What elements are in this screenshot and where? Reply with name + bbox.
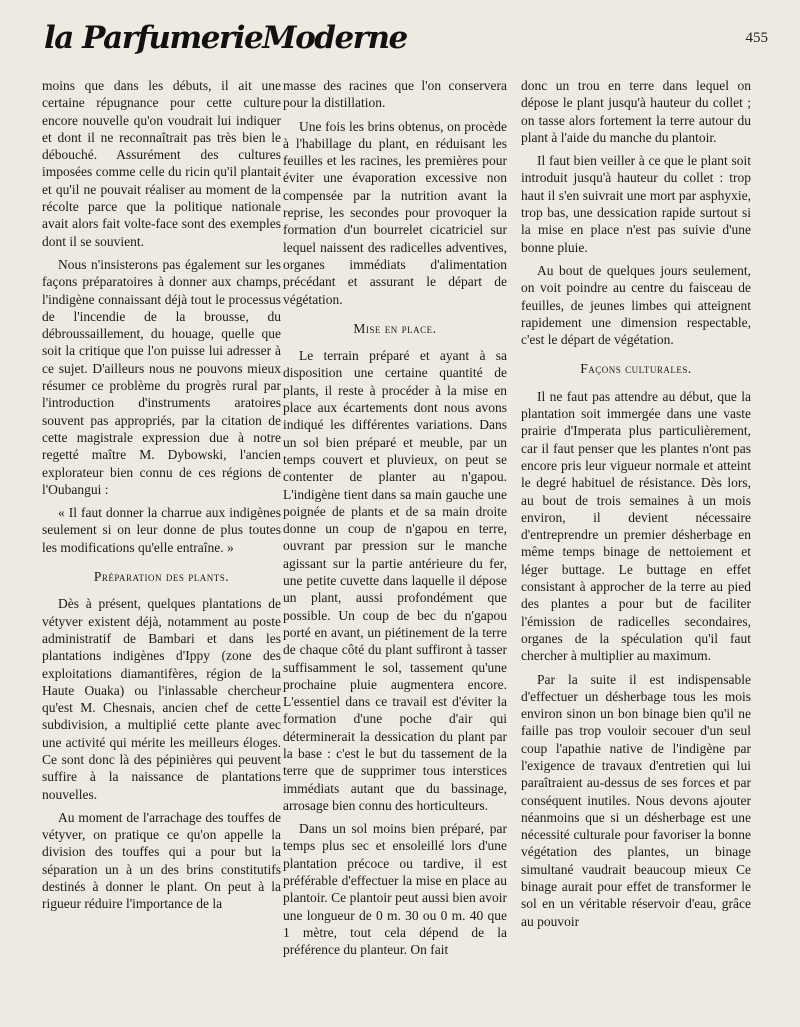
paragraph: Il ne faut pas attendre au début, que la plantation soit immergée dans une vaste prairie d'Imperata plus particulièrement, car il faut penser que les plantes n'ont pas encore pris leur vigueur normale et atteint le degré habituel de résistance. Dès lors, au bout de trois semaines à un mois environ, il devient nécessaire d'entreprendre un premier désherbage en même temps binage de nettoiement et léger buttage. Le buttage en effet consistant à approcher de la terre au pied des plantes a pour but de faciliter l'émission de radicelles secondaires, organes de la spéculation qu'il faut chercher à multiplier au maximum. (521, 388, 751, 664)
paragraph: Dès à présent, quelques plantations de vétyver existent déjà, notamment au poste administratif de Bambari et dans les plantations indigènes d'Ippy (zone des exploitations diamantifères, région de la Haute Ouaka) ou l'inlassable chercheur qu'est M. Chesnais, ancien chef de cette subdivision, a multiplié cette plante avec une activité qui mérite les meilleurs éloges. Ce sont donc là des pépinières qui peuvent suffire à la naissance de plantations nouvelles. (42, 596, 281, 802)
paragraph: masse des racines que l'on conservera pour la distillation. (283, 78, 507, 111)
section-heading (521, 360, 751, 377)
quotation: « Il faut donner la charrue aux indigènes seulement si on leur donne de plus toutes les modifications qu'elle entraîne. » (42, 505, 281, 555)
section-heading-text: Préparation des plants. (93, 569, 230, 585)
column-1 (42, 77, 281, 919)
section-heading-text: Façons culturales. (580, 361, 692, 377)
section-heading (42, 568, 281, 585)
paragraph: Nous n'insisterons pas également sur les façons préparatoires à donner aux champs, l'indigène connaissant déjà tout le processus de l'incendie de la brousse, du débroussaillement, du houage, quelle que soit la critique que l'on puisse lui adresser à ce sujet. D'ailleurs nous ne pouvons mieux résumer ce problème du progrès rural par l'introduction d'instruments aratoires souvent pas appropriés, par la citation de cette magistrale expression due à notre regetté maître M. Dybowski, l'ancien explorateur bien connu de ces régions de l'Oubangui : (42, 256, 281, 497)
paragraph: Il faut bien veiller à ce que le plant soit introduit jusqu'à hauteur du collet : trop haut il s'en suivrait une mort par asphyxie, trop bas, une dessication rapide surtout si la mise en place n'est pas suivie d'une bonne pluie. (521, 153, 751, 255)
paragraph: moins que dans les débuts, il ait une certaine répugnance pour cette culture encore nouvelle qu'on voudrait lui indiquer et dont il ne reconnaîtrait pas très bien le débouché. Assurément des cultures imposées comme celle du ricin qu'il plantait et qu'il ne pouvait réaliser au moment de la récolte parce que la politique nationale avait alors fait volte-face sont des exemples dont il se souvient. (42, 78, 281, 249)
paragraph: Au bout de quelques jours seulement, on voit poindre au centre du faisceau de feuilles, de jeunes limbes qui atteignent rapidement une dimension respectable, c'est le départ de végétation. (521, 262, 751, 348)
page-number: 455 (745, 30, 768, 46)
paragraph: Le terrain préparé et ayant à sa disposition une certaine quantité de plants, il reste à procéder à la mise en place aux écartements dont nous avons indiqué les différentes variations. Dans un sol bien préparé et meuble, par un temps couvert et pluvieux, on peut se contenter de planter au n'gapou. L'indigène tient dans sa main gauche une poignée de plants et de sa main droite donne un coup de n'gapou en terre, ouvrant par pression sur le manche agissant sur la partie antérieure du fer, une petite cuvette dans laquelle il dépose un plant, aussi profondément que possible. Un coup de bec du n'gapou porté en avant, un piétinement de la terre de chaque côté du plant suffiront à tasser suffisamment le sol, tassement qu'une prochaine pluie augmentera encore. L'essentiel dans ce travail est d'éviter la formation d'une poche d'air qui déterminerait la dessication du plant par la base : c'est le but du tassement de la terre que de supprimer tous interstices immédiats autant que du bassinage, arrosage bien connu des horticulteurs. (283, 348, 507, 813)
section-heading (283, 320, 507, 337)
section-heading-text: Mise en place. (353, 320, 437, 336)
masthead-logo: la ParfumerieModerne (44, 20, 407, 56)
paragraph: Par la suite il est indispensable d'effectuer un désherbage tous les mois environ sinon un bon binage bien qu'il ne faille pas trop vouloir secouer d'un seul coup l'apathie native de l'indigène par l'exigence de travaux d'entretien qui lui paraîtraient au-dessus de ses forces et par conséquent inutiles. Nous devons ajouter néanmoins que si un désherbage est une nécessité culturale pour favoriser la bonne végétation des plantes, un binage simultané vaudrait beaucoup mieux Ce binage aurait pour effet de transformer le sol en un véritable réservoir d'eau, grâce au pouvoir (521, 671, 751, 929)
column-3 (521, 77, 751, 936)
paragraph: donc un trou en terre dans lequel on dépose le plant jusqu'à hauteur du collet ; on tasse alors fortement la terre autour du plant à l'aide du manche du plantoir. (521, 78, 751, 145)
paragraph: Au moment de l'arrachage des touffes de vétyver, on pratique ce qu'on appelle la division des touffes qui a pour but la séparation un à un des brins constitutifs destinés à donner le plant. On peut à la rigueur réduire l'importance de la (42, 809, 281, 912)
column-2 (283, 77, 507, 965)
paragraph: Une fois les brins obtenus, on procède à l'habillage du plant, en réduisant les feuilles et les racines, les premières pour éviter une évaporation excessive non compensée par la nutrition avant la reprise, les secondes pour provoquer la formation d'un bourrelet cicatriciel sur lequel naissent des radicelles adventives, organes immédiats d'alimentation précédant et assurant le départ de végétation. (283, 118, 507, 307)
paragraph: Dans un sol moins bien préparé, par temps plus sec et ensoleillé lors d'une plantation précoce ou tardive, il est préférable d'effectuer la mise en place au plantoir. Ce plantoir peut aussi bien avoir une longueur de 0 m. 30 ou 0 m. 40 que 1 mètre, tout cela dépend de la préférence du planteur. On fait (283, 821, 507, 958)
